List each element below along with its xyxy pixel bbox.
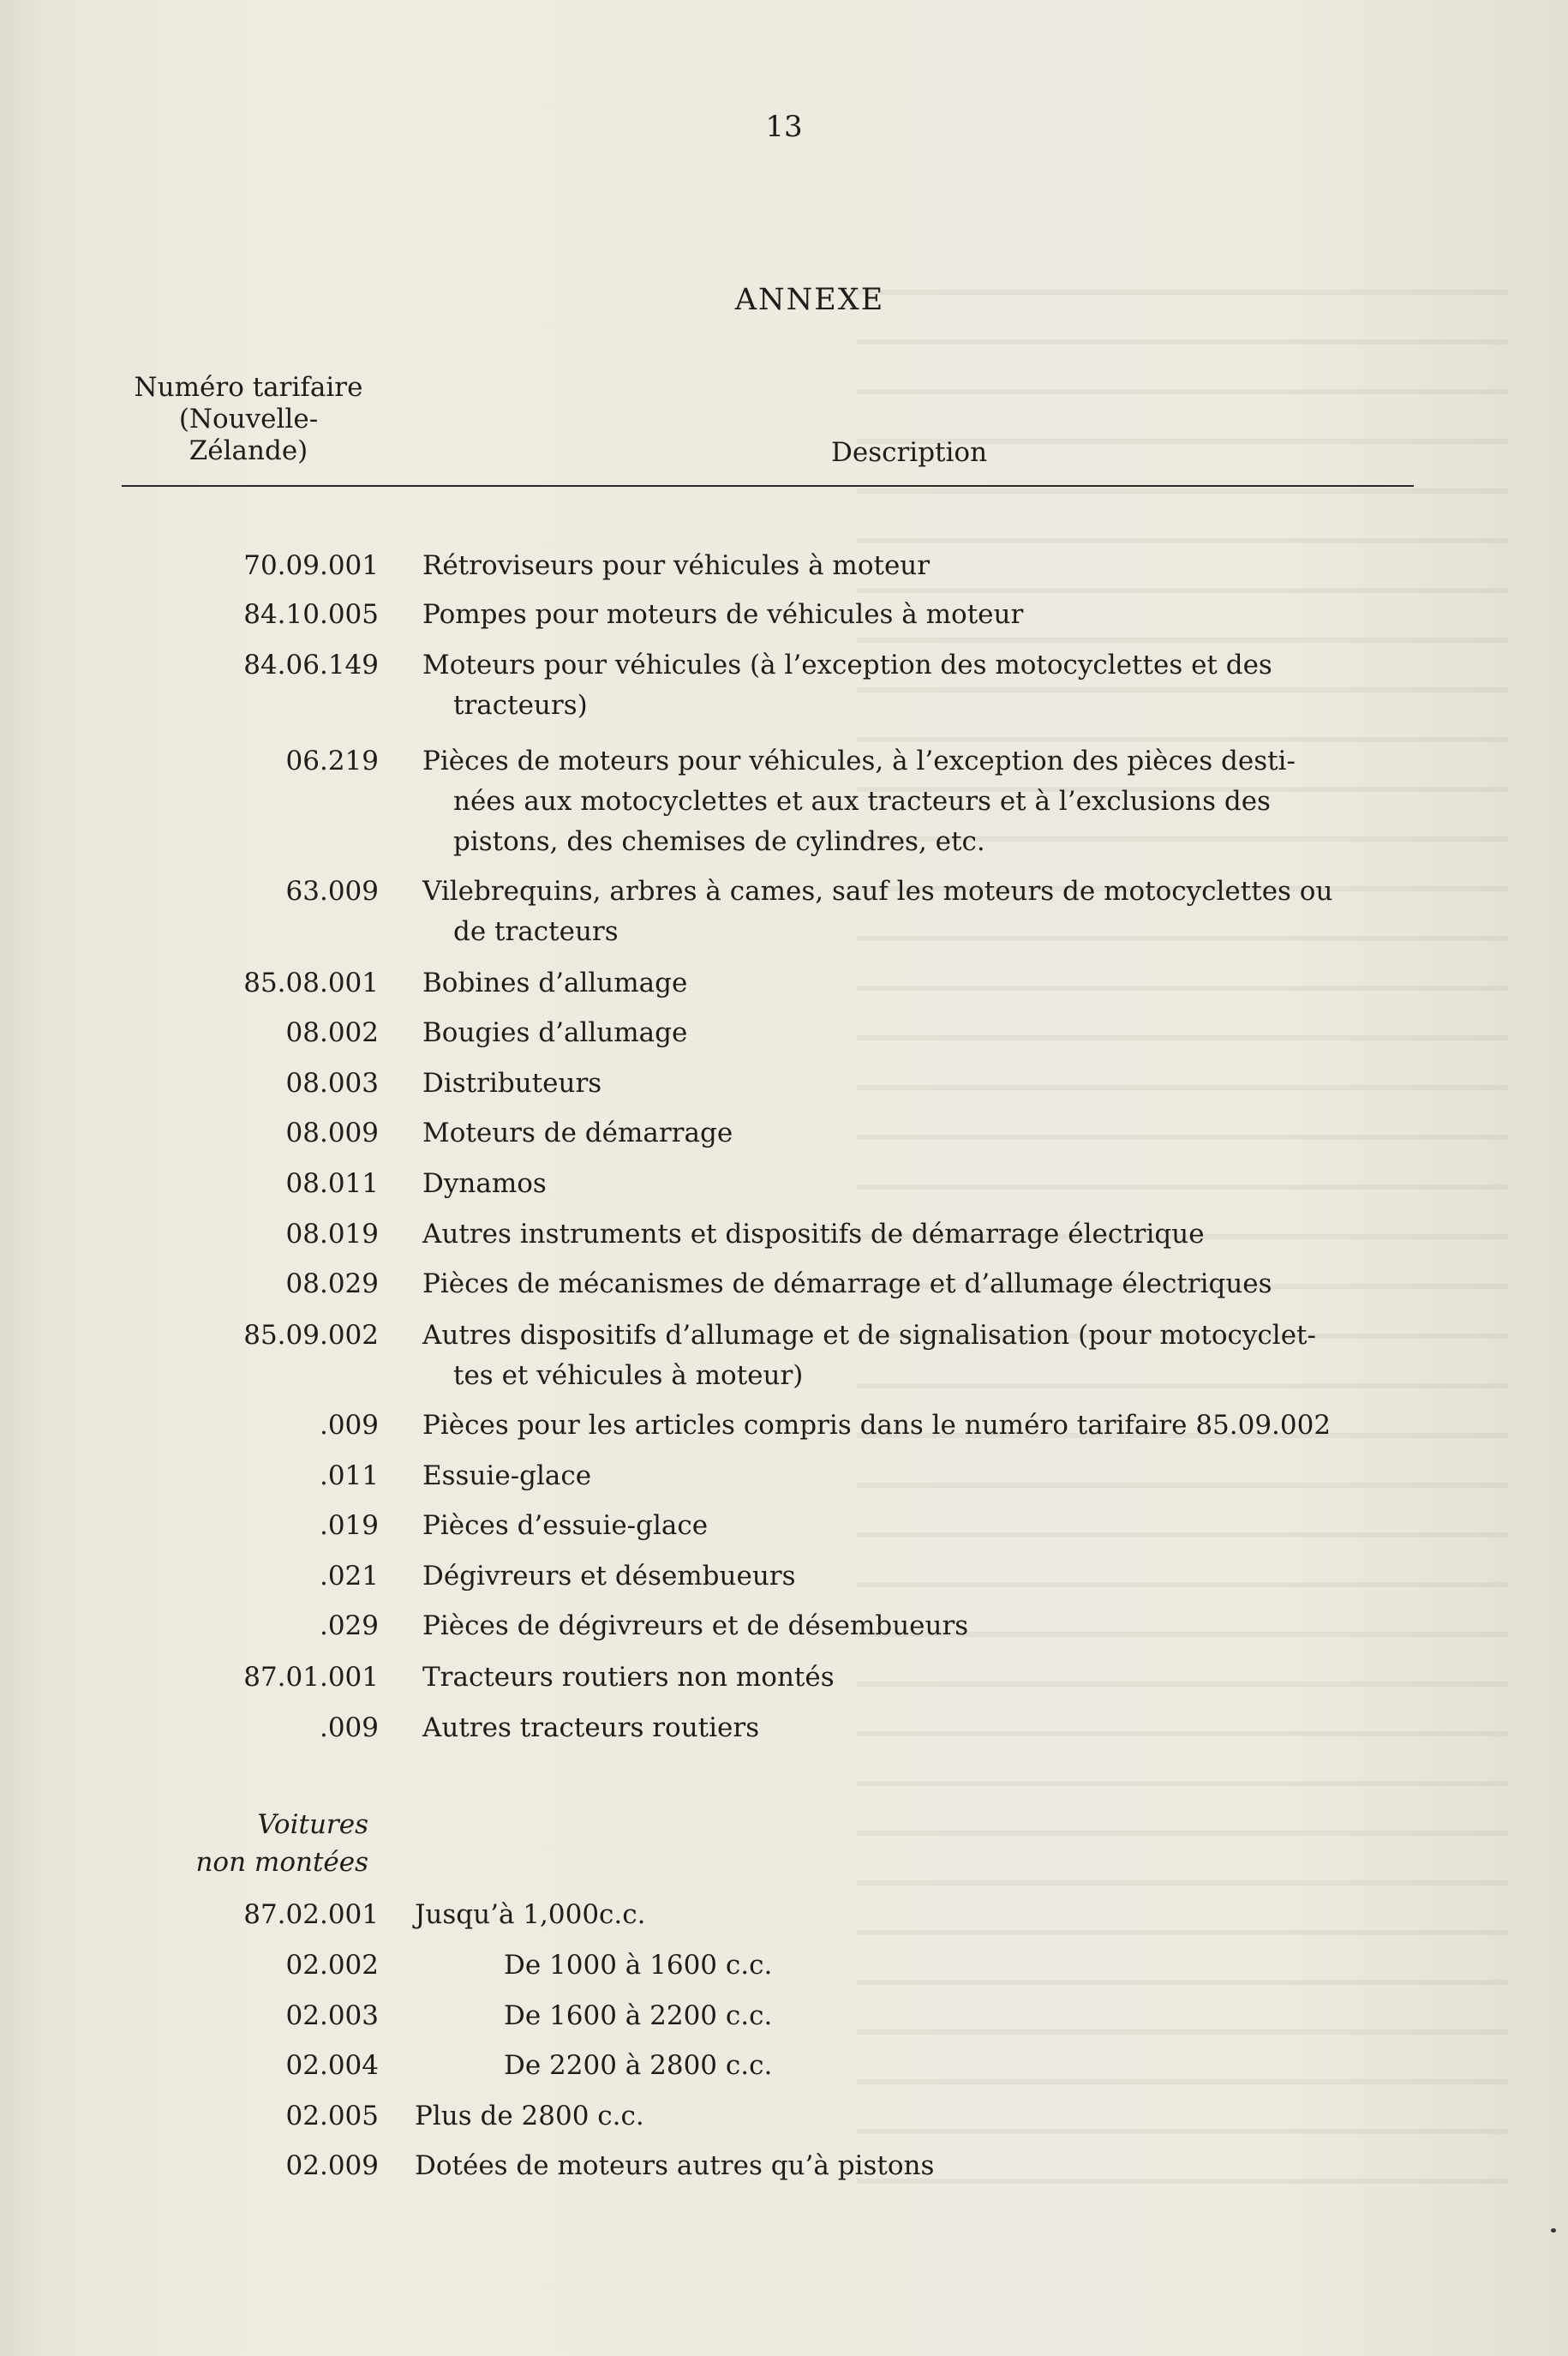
row-description: Tracteurs routiers non montés	[422, 1662, 835, 1693]
tariff-number: .009	[319, 1712, 379, 1743]
row-description	[422, 872, 1415, 952]
tariff-number: 08.011	[285, 1168, 379, 1199]
row-description: Pièces pour les articles compris dans le numéro tarifaire 85.09.002	[422, 1410, 1332, 1441]
row-description: De 1000 à 1600 c.c.	[504, 1950, 773, 1981]
tariff-number: .029	[319, 1610, 379, 1641]
tariff-number: 06.219	[285, 746, 379, 776]
row-description	[422, 741, 1415, 862]
tariff-number: 02.009	[285, 2150, 379, 2181]
tariff-number: 87.01.001	[243, 1662, 379, 1693]
description-line: nées aux motocyclettes et aux tracteurs et à l’exclusions des	[453, 786, 1271, 817]
page-number: 13	[765, 110, 803, 144]
row-description: Bougies d’allumage	[422, 1017, 688, 1048]
row-description: Autres tracteurs routiers	[422, 1712, 760, 1743]
row-description: Plus de 2800 c.c.	[415, 2101, 644, 2131]
section-heading-line: Voitures	[257, 1809, 368, 1840]
row-description: Rétroviseurs pour véhicules à moteur	[422, 550, 931, 581]
row-description: Dotées de moteurs autres qu’à pistons	[415, 2150, 935, 2181]
tariff-number: .019	[319, 1510, 379, 1541]
row-description: Pièces de mécanismes de démarrage et d’allumage électriques	[422, 1268, 1272, 1299]
row-description: Distributeurs	[422, 1068, 602, 1099]
tariff-number: 84.06.149	[243, 650, 379, 680]
row-description	[422, 645, 1415, 726]
row-description: Moteurs de démarrage	[422, 1118, 733, 1148]
row-description: Dégivreurs et désembueurs	[422, 1561, 796, 1592]
description-column-header: Description	[831, 437, 988, 468]
description-line: de tracteurs	[453, 916, 619, 947]
section-heading-line: non montées	[195, 1847, 368, 1878]
row-description: Pièces d’essuie-glace	[422, 1510, 709, 1541]
description-line: Autres dispositifs d’allumage et de signalisation (pour motocyclet-	[422, 1320, 1316, 1351]
row-description	[422, 1316, 1415, 1396]
header-line: (Nouvelle-	[178, 404, 319, 435]
tariff-number: 84.10.005	[243, 599, 379, 630]
tariff-number: 08.003	[285, 1068, 379, 1099]
row-description: Pièces de dégivreurs et de désembueurs	[422, 1610, 969, 1641]
header-line: Zélande)	[189, 435, 308, 466]
tariff-number: 63.009	[285, 876, 379, 907]
tariff-number: .011	[319, 1460, 379, 1491]
ink-speck	[1551, 2228, 1556, 2233]
row-description: Essuie-glace	[422, 1460, 592, 1491]
description-line: Pièces de moteurs pour véhicules, à l’exception des pièces desti-	[422, 746, 1296, 776]
row-description: Jusqu’à 1,000c.c.	[415, 1899, 646, 1930]
section-heading	[137, 1806, 368, 1881]
row-description: Autres instruments et dispositifs de démarrage électrique	[422, 1219, 1205, 1250]
description-line: Moteurs pour véhicules (à l’exception des motocyclettes et des	[422, 650, 1272, 680]
tariff-number: 08.029	[285, 1268, 379, 1299]
page-title: ANNEXE	[734, 283, 885, 317]
row-description: Dynamos	[422, 1168, 547, 1199]
tariff-number: 08.009	[285, 1118, 379, 1148]
tariff-number: 08.019	[285, 1219, 379, 1250]
tariff-number: 87.02.001	[243, 1899, 379, 1930]
header-line: Numéro tarifaire	[134, 372, 363, 403]
tariff-number: 85.08.001	[243, 968, 379, 998]
tariff-number: 08.002	[285, 1017, 379, 1048]
description-line: tracteurs)	[453, 690, 588, 721]
row-description: Bobines d’allumage	[422, 968, 688, 998]
tariff-number: 85.09.002	[243, 1320, 379, 1351]
tariff-number: 02.003	[285, 2000, 379, 2031]
description-line: tes et véhicules à moteur)	[453, 1360, 804, 1391]
row-description: De 2200 à 2800 c.c.	[504, 2050, 773, 2081]
header-divider	[122, 485, 1414, 487]
tariff-number: 70.09.001	[243, 550, 379, 581]
tariff-number: 02.002	[285, 1950, 379, 1981]
tariff-number: .021	[319, 1561, 379, 1592]
tariff-number-column-header	[120, 372, 377, 467]
row-description: Pompes pour moteurs de véhicules à moteur	[422, 599, 1024, 630]
tariff-number: 02.005	[285, 2101, 379, 2131]
description-line: pistons, des chemises de cylindres, etc.	[453, 826, 985, 857]
tariff-number: .009	[319, 1410, 379, 1441]
row-description: De 1600 à 2200 c.c.	[504, 2000, 773, 2031]
tariff-number: 02.004	[285, 2050, 379, 2081]
description-line: Vilebrequins, arbres à cames, sauf les moteurs de motocyclettes ou	[422, 876, 1333, 907]
